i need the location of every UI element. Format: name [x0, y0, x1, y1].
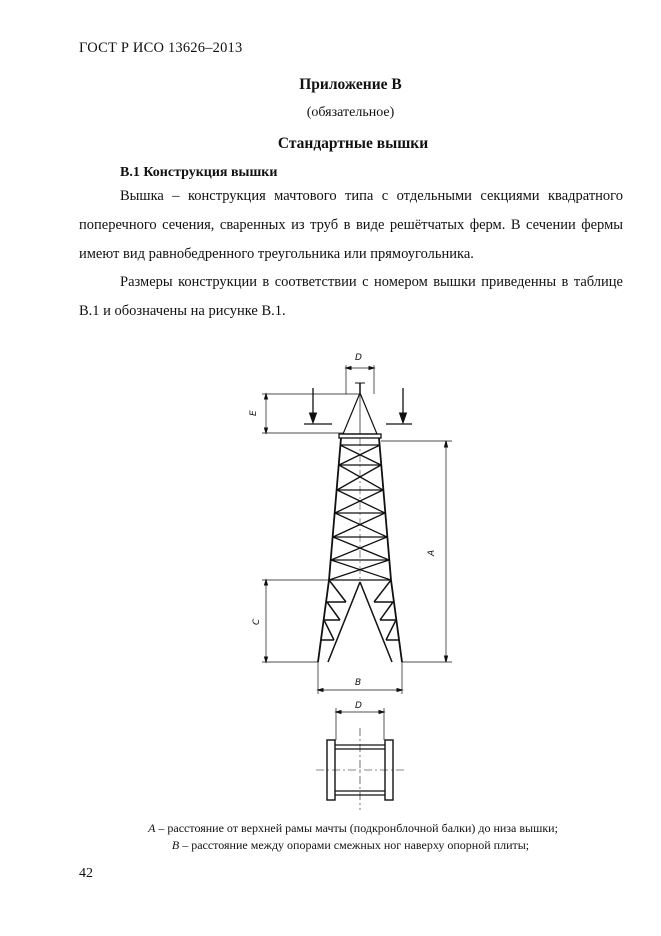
appendix-status: (обязательное) [306, 105, 395, 120]
caption-a-symbol: А [148, 821, 156, 835]
label-d-bottom: D [355, 701, 362, 711]
label-c: C [252, 618, 262, 625]
load-arrows [304, 388, 412, 424]
label-a: A [427, 549, 437, 556]
dimension-c [252, 580, 329, 662]
paragraph-2: Размеры конструкции в соответствии с номером вышки приведенны в таблице В.1 и обозначены на рисунке В.1. [79, 274, 623, 319]
section-title: Стандартные вышки [277, 135, 429, 152]
caption-b-symbol: В [171, 838, 180, 852]
document-header: ГОСТ Р ИСО 13626–2013 [79, 40, 243, 56]
label-b: B [355, 678, 362, 688]
label-e: E [249, 410, 259, 416]
substructure [321, 580, 399, 662]
appendix-title: Приложение В [299, 76, 402, 93]
paragraph-1: Вышка – конструкция мачтового типа с отдельными секциями квадратного поперечного сечения, сваренных из труб в виде решётчатых ферм. В сечении фермы имеют вид равнобедренного треугольника или прямоугольника. [79, 188, 623, 262]
caption-b [0, 838, 661, 853]
derrick-drawing [0, 340, 661, 820]
dimension-b [318, 662, 402, 694]
plan-view [316, 701, 404, 810]
caption-a [0, 821, 661, 836]
caption-a-text: – расстояние от верхней рамы мачты (подкронблочной балки) до низа вышки; [155, 821, 558, 835]
dimension-e [249, 394, 360, 433]
subsection-title: В.1 Конструкция вышки [120, 165, 278, 180]
page-number: 42 [79, 866, 93, 881]
label-d-top: D [355, 353, 362, 363]
caption-b-text: – расстояние между опорами смежных ног наверху опорной плиты; [179, 838, 530, 852]
